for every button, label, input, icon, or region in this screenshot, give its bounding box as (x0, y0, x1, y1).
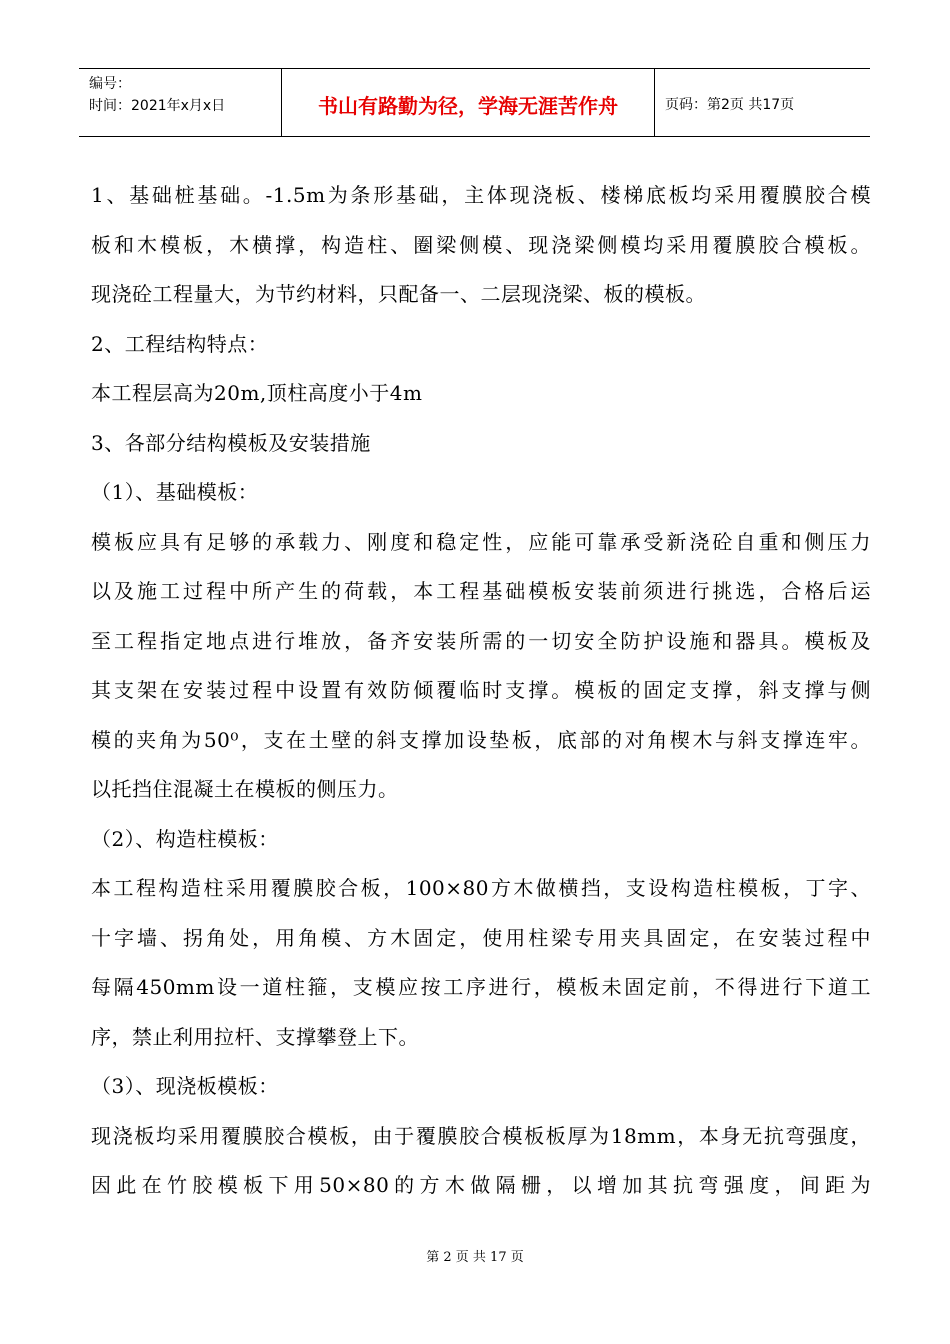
section-heading: 2、工程结构特点： (91, 331, 269, 356)
body-line: 每隔450mm设一道柱箍，支模应按工序进行，模板未固定前，不得进行下道工 (91, 975, 871, 999)
body-line: 模的夹角为50⁰，支在土壁的斜支撑加设垫板，底部的对角楔木与斜支撑连牢。 (91, 727, 871, 752)
body-line: 板和木模板，木横撑，构造柱、圈梁侧模、现浇梁侧模均采用覆膜胶合模板。 (91, 232, 871, 257)
body-line: 因此在竹胶模板下用50×80的方木做隔栅，以增加其抗弯强度，间距为 (91, 1173, 871, 1197)
body-line: 以托挡住混凝土在模板的侧压力。 (91, 777, 399, 801)
doc-number-label: 编号： (89, 76, 131, 92)
subsection-heading: （2）、构造柱模板： (91, 826, 279, 851)
body-line: 现浇板均采用覆膜胶合模板，由于覆膜胶合模板板厚为18mm，本身无抗弯强度， (91, 1123, 871, 1148)
body-line: 序，禁止利用拉杆、支撑攀登上下。 (91, 1024, 419, 1049)
page-footer: 第 2 页 共 17 页 (426, 1250, 524, 1265)
body-line: 本工程构造柱采用覆膜胶合板，100×80方木做横挡，支设构造柱模板，丁字、 (91, 876, 871, 900)
body-line: 模板应具有足够的承载力、刚度和稳定性，应能可靠承受新浇砼自重和侧压力 (91, 529, 871, 554)
header-motto: 书山有路勤为径，学海无涯苦作舟 (282, 69, 655, 136)
body-line: 1、基础桩基础。-1.5m为条形基础，主体现浇板、楼梯底板均采用覆膜胶合模 (91, 183, 871, 207)
header-page-info: 页码：第2页 共17页 (665, 96, 795, 113)
body-line: 本工程层高为20m,顶柱高度小于4m (91, 381, 423, 405)
body-line: 其支架在安装过程中设置有效防倾覆临时支撑。模板的固定支撑，斜支撑与侧 (91, 678, 871, 702)
body-line: 现浇砼工程量大，为节约材料，只配备一、二层现浇梁、板的模板。 (91, 282, 706, 306)
body-line: 以及施工过程中所产生的荷载，本工程基础模板安装前须进行挑选，合格后运 (91, 579, 871, 603)
document-body (91, 174, 871, 1214)
subsection-heading: （1）、基础模板： (91, 480, 259, 504)
page-header (79, 68, 870, 137)
header-meta (79, 69, 282, 136)
section-heading: 3、各部分结构模板及安装措施 (91, 430, 371, 455)
subsection-heading: （3）、现浇板模板： (91, 1074, 279, 1098)
doc-date: 时间：2021年x月x日 (89, 98, 226, 114)
body-line: 十字墙、拐角处，用角模、方木固定，使用柱梁专用夹具固定，在安装过程中 (91, 925, 871, 950)
body-line: 至工程指定地点进行堆放，备齐安装所需的一切安全防护设施和器具。模板及 (91, 628, 871, 653)
